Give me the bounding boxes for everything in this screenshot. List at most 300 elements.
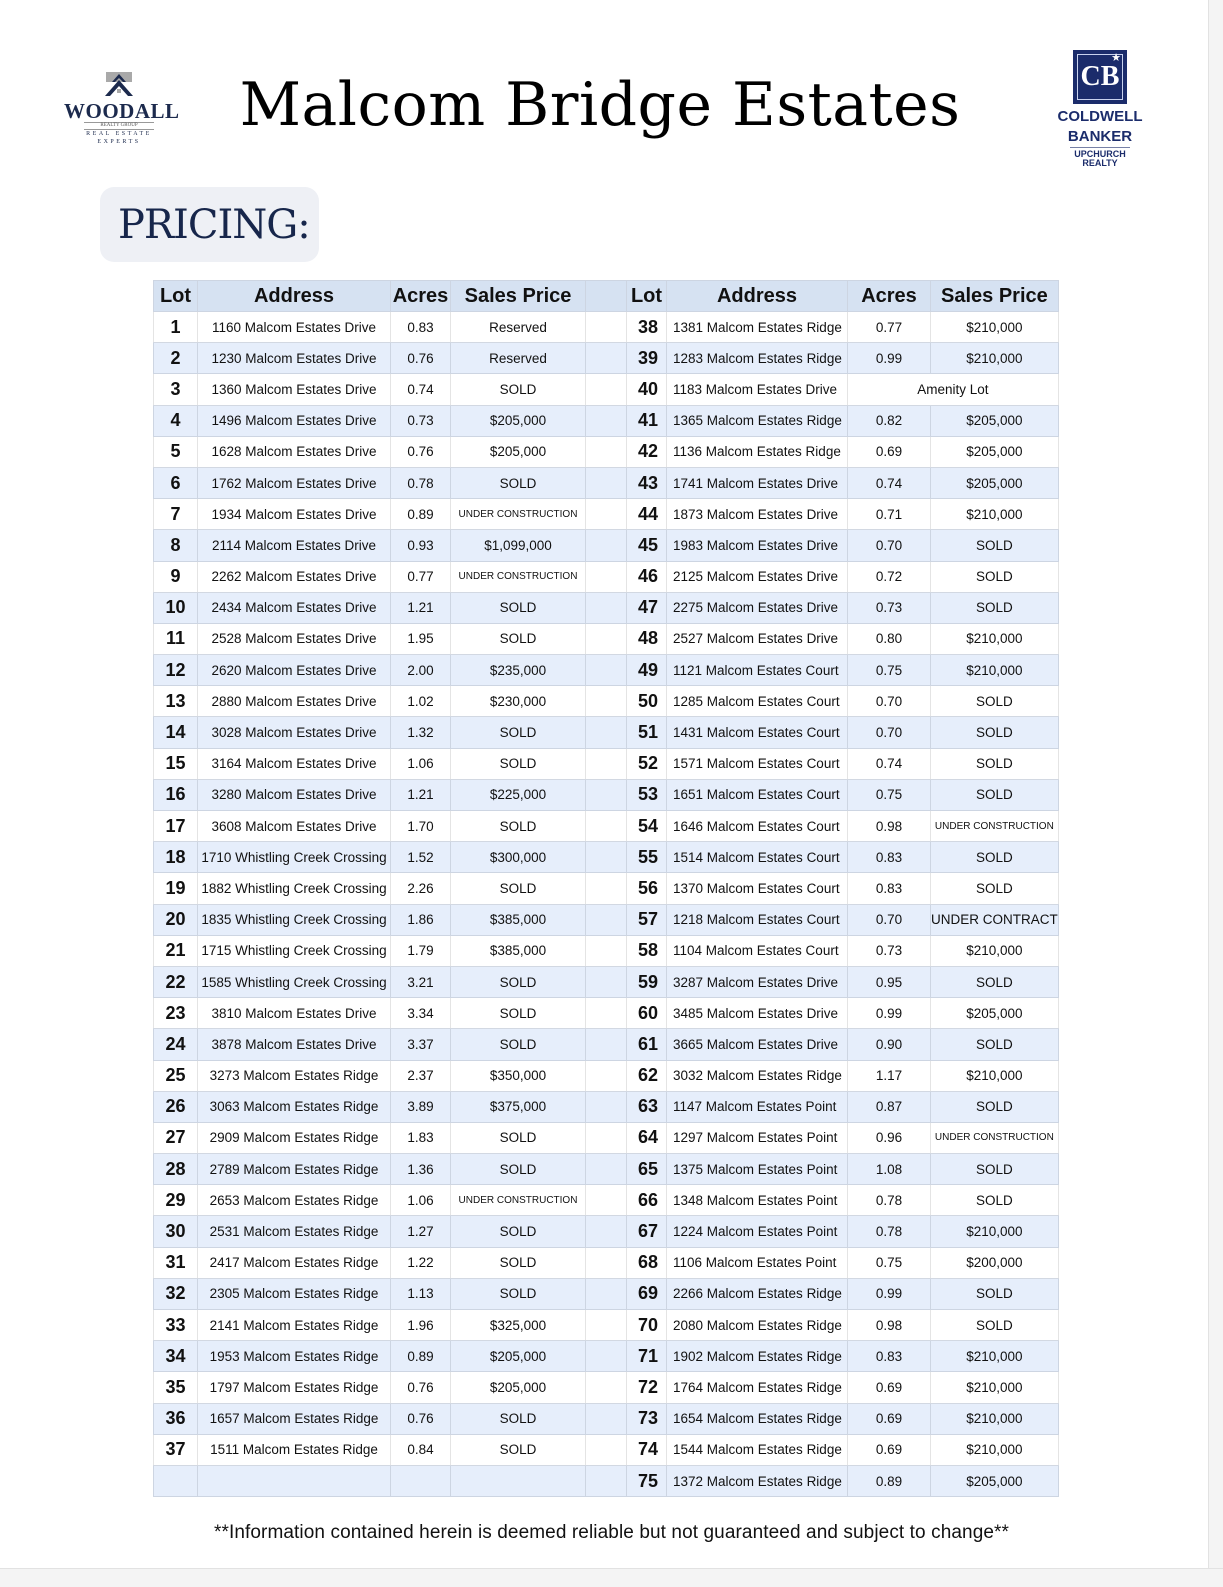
lot-number: 22 bbox=[154, 966, 198, 997]
lot-number: 54 bbox=[627, 811, 667, 842]
lot-number: 74 bbox=[627, 1434, 667, 1465]
address: 1375 Malcom Estates Point bbox=[667, 1154, 848, 1185]
acres: 0.89 bbox=[848, 1465, 931, 1496]
sales-price: $205,000 bbox=[931, 436, 1059, 467]
lot-number: 5 bbox=[154, 436, 198, 467]
header-price: Sales Price bbox=[931, 281, 1059, 312]
sales-price: Amenity Lot bbox=[848, 374, 1059, 405]
column-gap bbox=[586, 623, 627, 654]
address: 1514 Malcom Estates Court bbox=[667, 842, 848, 873]
address: 1160 Malcom Estates Drive bbox=[198, 312, 391, 343]
sales-price: SOLD bbox=[451, 1247, 586, 1278]
address: 1585 Whistling Creek Crossing bbox=[198, 966, 391, 997]
table-row bbox=[154, 717, 1059, 748]
column-gap bbox=[586, 1278, 627, 1309]
address: 1297 Malcom Estates Point bbox=[667, 1122, 848, 1153]
sales-price: $205,000 bbox=[931, 1465, 1059, 1496]
page-edge bbox=[1208, 0, 1223, 1587]
sales-price: SOLD bbox=[931, 873, 1059, 904]
acres: 1.95 bbox=[391, 623, 451, 654]
sales-price: $205,000 bbox=[451, 436, 586, 467]
lot-number: 15 bbox=[154, 748, 198, 779]
lot-number: 66 bbox=[627, 1185, 667, 1216]
acres: 2.00 bbox=[391, 655, 451, 686]
lot-number: 3 bbox=[154, 374, 198, 405]
table-row bbox=[154, 1278, 1059, 1309]
sales-price: SOLD bbox=[451, 623, 586, 654]
lot-number: 75 bbox=[627, 1465, 667, 1496]
sales-price: $210,000 bbox=[931, 1341, 1059, 1372]
address: 2620 Malcom Estates Drive bbox=[198, 655, 391, 686]
house-roof-icon bbox=[103, 72, 135, 98]
header-price: Sales Price bbox=[451, 281, 586, 312]
woodall-logo bbox=[64, 72, 180, 145]
sales-price: UNDER CONSTRUCTION bbox=[931, 811, 1059, 842]
sales-price: $225,000 bbox=[451, 779, 586, 810]
acres: 0.73 bbox=[391, 405, 451, 436]
column-gap bbox=[586, 1310, 627, 1341]
sales-price: $210,000 bbox=[931, 655, 1059, 686]
acres: 1.02 bbox=[391, 686, 451, 717]
address: 2909 Malcom Estates Ridge bbox=[198, 1122, 391, 1153]
lot-number: 4 bbox=[154, 405, 198, 436]
address: 1797 Malcom Estates Ridge bbox=[198, 1372, 391, 1403]
address: 2880 Malcom Estates Drive bbox=[198, 686, 391, 717]
lot-number: 21 bbox=[154, 935, 198, 966]
table-row bbox=[154, 1060, 1059, 1091]
acres: 1.79 bbox=[391, 935, 451, 966]
table-row bbox=[154, 1185, 1059, 1216]
table-row bbox=[154, 686, 1059, 717]
address: 2305 Malcom Estates Ridge bbox=[198, 1278, 391, 1309]
lot-number: 35 bbox=[154, 1372, 198, 1403]
address: 2434 Malcom Estates Drive bbox=[198, 592, 391, 623]
lot-number: 61 bbox=[627, 1029, 667, 1060]
sales-price: UNDER CONTRACT bbox=[931, 904, 1059, 935]
table-row bbox=[154, 1310, 1059, 1341]
address: 1544 Malcom Estates Ridge bbox=[667, 1434, 848, 1465]
lot-number: 10 bbox=[154, 592, 198, 623]
column-gap bbox=[586, 561, 627, 592]
table-row bbox=[154, 811, 1059, 842]
header-address: Address bbox=[667, 281, 848, 312]
table-row bbox=[154, 1091, 1059, 1122]
coldwell-banker-star-icon: CB ★ bbox=[1073, 50, 1127, 104]
lot-number: 47 bbox=[627, 592, 667, 623]
table-row bbox=[154, 655, 1059, 686]
column-gap bbox=[586, 343, 627, 374]
acres: 0.74 bbox=[848, 748, 931, 779]
sales-price: SOLD bbox=[451, 1029, 586, 1060]
lot-number: 44 bbox=[627, 499, 667, 530]
cb-divider bbox=[1070, 147, 1130, 148]
lot-number: 65 bbox=[627, 1154, 667, 1185]
lot-number: 28 bbox=[154, 1154, 198, 1185]
acres: 0.80 bbox=[848, 623, 931, 654]
acres: 0.72 bbox=[848, 561, 931, 592]
header-lot: Lot bbox=[154, 281, 198, 312]
acres: 0.78 bbox=[848, 1216, 931, 1247]
address: 1983 Malcom Estates Drive bbox=[667, 530, 848, 561]
sales-price: SOLD bbox=[451, 1434, 586, 1465]
address: 2527 Malcom Estates Drive bbox=[667, 623, 848, 654]
sales-price bbox=[451, 1465, 586, 1496]
acres: 0.83 bbox=[391, 312, 451, 343]
address: 1106 Malcom Estates Point bbox=[667, 1247, 848, 1278]
table-row bbox=[154, 467, 1059, 498]
header-acres: Acres bbox=[391, 281, 451, 312]
address: 1372 Malcom Estates Ridge bbox=[667, 1465, 848, 1496]
acres: 0.70 bbox=[848, 717, 931, 748]
table-header-row bbox=[154, 281, 1059, 312]
table-row bbox=[154, 904, 1059, 935]
acres: 3.21 bbox=[391, 966, 451, 997]
lot-number: 20 bbox=[154, 904, 198, 935]
column-gap bbox=[586, 935, 627, 966]
column-gap bbox=[586, 530, 627, 561]
address: 3273 Malcom Estates Ridge bbox=[198, 1060, 391, 1091]
sales-price: $210,000 bbox=[931, 1216, 1059, 1247]
column-gap bbox=[586, 1122, 627, 1153]
lot-number: 8 bbox=[154, 530, 198, 561]
sales-price: $205,000 bbox=[931, 998, 1059, 1029]
pricing-label: PRICING: bbox=[118, 202, 310, 248]
acres: 0.98 bbox=[848, 1310, 931, 1341]
column-gap bbox=[586, 1247, 627, 1278]
column-gap bbox=[586, 998, 627, 1029]
address: 2141 Malcom Estates Ridge bbox=[198, 1310, 391, 1341]
sales-price: SOLD bbox=[451, 873, 586, 904]
address: 1902 Malcom Estates Ridge bbox=[667, 1341, 848, 1372]
table-row bbox=[154, 1122, 1059, 1153]
lot-number: 56 bbox=[627, 873, 667, 904]
address: 2528 Malcom Estates Drive bbox=[198, 623, 391, 654]
table-row bbox=[154, 623, 1059, 654]
acres: 0.89 bbox=[391, 499, 451, 530]
column-gap bbox=[586, 1465, 627, 1496]
sales-price: UNDER CONSTRUCTION bbox=[451, 561, 586, 592]
acres: 0.74 bbox=[848, 467, 931, 498]
sales-price: $205,000 bbox=[451, 1341, 586, 1372]
address: 2125 Malcom Estates Drive bbox=[667, 561, 848, 592]
sales-price: SOLD bbox=[451, 811, 586, 842]
pricing-label-box bbox=[100, 187, 319, 262]
sales-price: $210,000 bbox=[931, 312, 1059, 343]
lot-number: 73 bbox=[627, 1403, 667, 1434]
lot-number: 6 bbox=[154, 467, 198, 498]
lot-number: 18 bbox=[154, 842, 198, 873]
address: 3028 Malcom Estates Drive bbox=[198, 717, 391, 748]
column-gap bbox=[586, 1372, 627, 1403]
lot-number: 50 bbox=[627, 686, 667, 717]
header-acres: Acres bbox=[848, 281, 931, 312]
sales-price: SOLD bbox=[451, 966, 586, 997]
acres: 0.69 bbox=[848, 1372, 931, 1403]
lot-number: 59 bbox=[627, 966, 667, 997]
woodall-subtitle: REALTY GROUP bbox=[84, 122, 154, 130]
sales-price: SOLD bbox=[931, 1310, 1059, 1341]
page-title: Malcom Bridge Estates bbox=[239, 70, 961, 140]
column-gap bbox=[586, 811, 627, 842]
column-gap bbox=[586, 873, 627, 904]
table-row bbox=[154, 530, 1059, 561]
sales-price: SOLD bbox=[931, 530, 1059, 561]
column-gap bbox=[586, 1403, 627, 1434]
acres: 0.90 bbox=[848, 1029, 931, 1060]
sales-price: SOLD bbox=[451, 1122, 586, 1153]
sales-price: $325,000 bbox=[451, 1310, 586, 1341]
address: 3810 Malcom Estates Drive bbox=[198, 998, 391, 1029]
address: 1657 Malcom Estates Ridge bbox=[198, 1403, 391, 1434]
address: 1511 Malcom Estates Ridge bbox=[198, 1434, 391, 1465]
lot-number: 14 bbox=[154, 717, 198, 748]
sales-price: $350,000 bbox=[451, 1060, 586, 1091]
acres: 0.78 bbox=[848, 1185, 931, 1216]
lot-number: 41 bbox=[627, 405, 667, 436]
sales-price: SOLD bbox=[451, 374, 586, 405]
sales-price: $205,000 bbox=[931, 467, 1059, 498]
table-row bbox=[154, 779, 1059, 810]
table-row bbox=[154, 748, 1059, 779]
address: 1934 Malcom Estates Drive bbox=[198, 499, 391, 530]
lot-number: 49 bbox=[627, 655, 667, 686]
acres: 0.75 bbox=[848, 1247, 931, 1278]
address: 1835 Whistling Creek Crossing bbox=[198, 904, 391, 935]
lot-number: 72 bbox=[627, 1372, 667, 1403]
lot-number: 39 bbox=[627, 343, 667, 374]
lot-number: 60 bbox=[627, 998, 667, 1029]
column-gap bbox=[586, 436, 627, 467]
lot-number: 12 bbox=[154, 655, 198, 686]
column-gap bbox=[586, 499, 627, 530]
acres: 0.95 bbox=[848, 966, 931, 997]
lot-number: 11 bbox=[154, 623, 198, 654]
address: 1218 Malcom Estates Court bbox=[667, 904, 848, 935]
sales-price: UNDER CONSTRUCTION bbox=[451, 1185, 586, 1216]
sales-price: $210,000 bbox=[931, 623, 1059, 654]
cb-sub-line1: UPCHURCH bbox=[1074, 149, 1126, 159]
table-row bbox=[154, 873, 1059, 904]
lot-number: 13 bbox=[154, 686, 198, 717]
table-row bbox=[154, 1154, 1059, 1185]
address: 1285 Malcom Estates Court bbox=[667, 686, 848, 717]
sales-price: SOLD bbox=[931, 748, 1059, 779]
acres: 1.22 bbox=[391, 1247, 451, 1278]
acres: 0.75 bbox=[848, 655, 931, 686]
address: 2114 Malcom Estates Drive bbox=[198, 530, 391, 561]
acres: 0.83 bbox=[848, 873, 931, 904]
lot-number: 29 bbox=[154, 1185, 198, 1216]
sales-price: $1,099,000 bbox=[451, 530, 586, 561]
sales-price: $210,000 bbox=[931, 343, 1059, 374]
sales-price: $205,000 bbox=[931, 405, 1059, 436]
lot-number: 19 bbox=[154, 873, 198, 904]
column-gap bbox=[586, 1060, 627, 1091]
address: 1348 Malcom Estates Point bbox=[667, 1185, 848, 1216]
acres: 0.69 bbox=[848, 436, 931, 467]
acres: 2.26 bbox=[391, 873, 451, 904]
pricing-table bbox=[153, 280, 1059, 1497]
lot-number: 52 bbox=[627, 748, 667, 779]
table-row bbox=[154, 935, 1059, 966]
sales-price: $375,000 bbox=[451, 1091, 586, 1122]
lot-number: 2 bbox=[154, 343, 198, 374]
sales-price: UNDER CONSTRUCTION bbox=[931, 1122, 1059, 1153]
table-row bbox=[154, 312, 1059, 343]
lot-number: 46 bbox=[627, 561, 667, 592]
table-row bbox=[154, 1372, 1059, 1403]
acres: 3.34 bbox=[391, 998, 451, 1029]
table-row bbox=[154, 1029, 1059, 1060]
acres: 1.27 bbox=[391, 1216, 451, 1247]
address: 1646 Malcom Estates Court bbox=[667, 811, 848, 842]
table-row bbox=[154, 436, 1059, 467]
address: 2262 Malcom Estates Drive bbox=[198, 561, 391, 592]
column-gap bbox=[586, 312, 627, 343]
column-gap bbox=[586, 779, 627, 810]
acres: 0.69 bbox=[848, 1434, 931, 1465]
address: 1381 Malcom Estates Ridge bbox=[667, 312, 848, 343]
address: 1431 Malcom Estates Court bbox=[667, 717, 848, 748]
lot-number: 1 bbox=[154, 312, 198, 343]
column-gap bbox=[586, 1216, 627, 1247]
disclaimer: **Information contained herein is deemed reliable but not guaranteed and subject to change** bbox=[213, 1522, 1010, 1543]
table-row bbox=[154, 998, 1059, 1029]
acres: 1.32 bbox=[391, 717, 451, 748]
acres: 1.06 bbox=[391, 1185, 451, 1216]
sales-price: $385,000 bbox=[451, 904, 586, 935]
table-row bbox=[154, 1341, 1059, 1372]
sales-price: SOLD bbox=[451, 748, 586, 779]
sales-price: SOLD bbox=[451, 717, 586, 748]
lot-number: 23 bbox=[154, 998, 198, 1029]
acres: 0.96 bbox=[848, 1122, 931, 1153]
coldwell-banker-logo bbox=[1052, 50, 1148, 168]
table-row bbox=[154, 561, 1059, 592]
address: 1360 Malcom Estates Drive bbox=[198, 374, 391, 405]
address: 2080 Malcom Estates Ridge bbox=[667, 1310, 848, 1341]
woodall-tagline: REAL ESTATE EXPERTS bbox=[86, 131, 152, 145]
sales-price: SOLD bbox=[451, 1278, 586, 1309]
address: 1764 Malcom Estates Ridge bbox=[667, 1372, 848, 1403]
table-row bbox=[154, 592, 1059, 623]
page-edge-bottom bbox=[0, 1568, 1223, 1587]
table-row bbox=[154, 1434, 1059, 1465]
lot-number: 69 bbox=[627, 1278, 667, 1309]
lot-number: 30 bbox=[154, 1216, 198, 1247]
header-address: Address bbox=[198, 281, 391, 312]
address: 2653 Malcom Estates Ridge bbox=[198, 1185, 391, 1216]
sales-price: SOLD bbox=[931, 717, 1059, 748]
address: 3665 Malcom Estates Drive bbox=[667, 1029, 848, 1060]
sales-price: SOLD bbox=[931, 1029, 1059, 1060]
sales-price: $210,000 bbox=[931, 1372, 1059, 1403]
sales-price: SOLD bbox=[451, 1403, 586, 1434]
column-gap bbox=[586, 467, 627, 498]
lot-number: 36 bbox=[154, 1403, 198, 1434]
sales-price: SOLD bbox=[931, 966, 1059, 997]
acres: 0.71 bbox=[848, 499, 931, 530]
address: 3878 Malcom Estates Drive bbox=[198, 1029, 391, 1060]
sales-price: $200,000 bbox=[931, 1247, 1059, 1278]
address: 1365 Malcom Estates Ridge bbox=[667, 405, 848, 436]
acres: 1.83 bbox=[391, 1122, 451, 1153]
lot-number: 37 bbox=[154, 1434, 198, 1465]
table-row bbox=[154, 374, 1059, 405]
sales-price: SOLD bbox=[931, 1185, 1059, 1216]
sales-price: SOLD bbox=[931, 1154, 1059, 1185]
sales-price: $210,000 bbox=[931, 499, 1059, 530]
acres: 1.21 bbox=[391, 779, 451, 810]
column-gap bbox=[586, 1341, 627, 1372]
acres: 0.76 bbox=[391, 436, 451, 467]
address: 1571 Malcom Estates Court bbox=[667, 748, 848, 779]
acres: 0.84 bbox=[391, 1434, 451, 1465]
lot-number: 55 bbox=[627, 842, 667, 873]
address: 1370 Malcom Estates Court bbox=[667, 873, 848, 904]
acres: 0.83 bbox=[848, 1341, 931, 1372]
lot-number: 40 bbox=[627, 374, 667, 405]
cb-sub-line2: REALTY bbox=[1082, 158, 1118, 168]
acres: 1.86 bbox=[391, 904, 451, 935]
acres: 0.76 bbox=[391, 343, 451, 374]
lot-number: 9 bbox=[154, 561, 198, 592]
column-gap bbox=[586, 405, 627, 436]
sales-price: $205,000 bbox=[451, 1372, 586, 1403]
table-row bbox=[154, 966, 1059, 997]
sales-price: $205,000 bbox=[451, 405, 586, 436]
address: 1104 Malcom Estates Court bbox=[667, 935, 848, 966]
column-gap bbox=[586, 842, 627, 873]
lot-number: 26 bbox=[154, 1091, 198, 1122]
sales-price: SOLD bbox=[931, 561, 1059, 592]
sales-price: SOLD bbox=[931, 779, 1059, 810]
address: 2275 Malcom Estates Drive bbox=[667, 592, 848, 623]
lot-number: 42 bbox=[627, 436, 667, 467]
acres: 0.76 bbox=[391, 1403, 451, 1434]
lot-number: 32 bbox=[154, 1278, 198, 1309]
sales-price: Reserved bbox=[451, 312, 586, 343]
lot-number: 62 bbox=[627, 1060, 667, 1091]
acres: 0.82 bbox=[848, 405, 931, 436]
lot-number: 33 bbox=[154, 1310, 198, 1341]
address: 1147 Malcom Estates Point bbox=[667, 1091, 848, 1122]
column-gap bbox=[586, 966, 627, 997]
address: 2789 Malcom Estates Ridge bbox=[198, 1154, 391, 1185]
lot-number: 64 bbox=[627, 1122, 667, 1153]
lot-number: 24 bbox=[154, 1029, 198, 1060]
lot-number: 53 bbox=[627, 779, 667, 810]
lot-number: 27 bbox=[154, 1122, 198, 1153]
lot-number: 57 bbox=[627, 904, 667, 935]
address: 3280 Malcom Estates Drive bbox=[198, 779, 391, 810]
address: 1183 Malcom Estates Drive bbox=[667, 374, 848, 405]
acres: 3.37 bbox=[391, 1029, 451, 1060]
acres: 0.75 bbox=[848, 779, 931, 810]
acres: 0.89 bbox=[391, 1341, 451, 1372]
address: 1873 Malcom Estates Drive bbox=[667, 499, 848, 530]
address: 1121 Malcom Estates Court bbox=[667, 655, 848, 686]
column-gap bbox=[586, 592, 627, 623]
lot-number: 7 bbox=[154, 499, 198, 530]
address: 3164 Malcom Estates Drive bbox=[198, 748, 391, 779]
acres: 0.76 bbox=[391, 1372, 451, 1403]
sales-price: SOLD bbox=[451, 1154, 586, 1185]
column-gap bbox=[586, 1185, 627, 1216]
address: 1715 Whistling Creek Crossing bbox=[198, 935, 391, 966]
lot-number: 16 bbox=[154, 779, 198, 810]
acres: 1.21 bbox=[391, 592, 451, 623]
